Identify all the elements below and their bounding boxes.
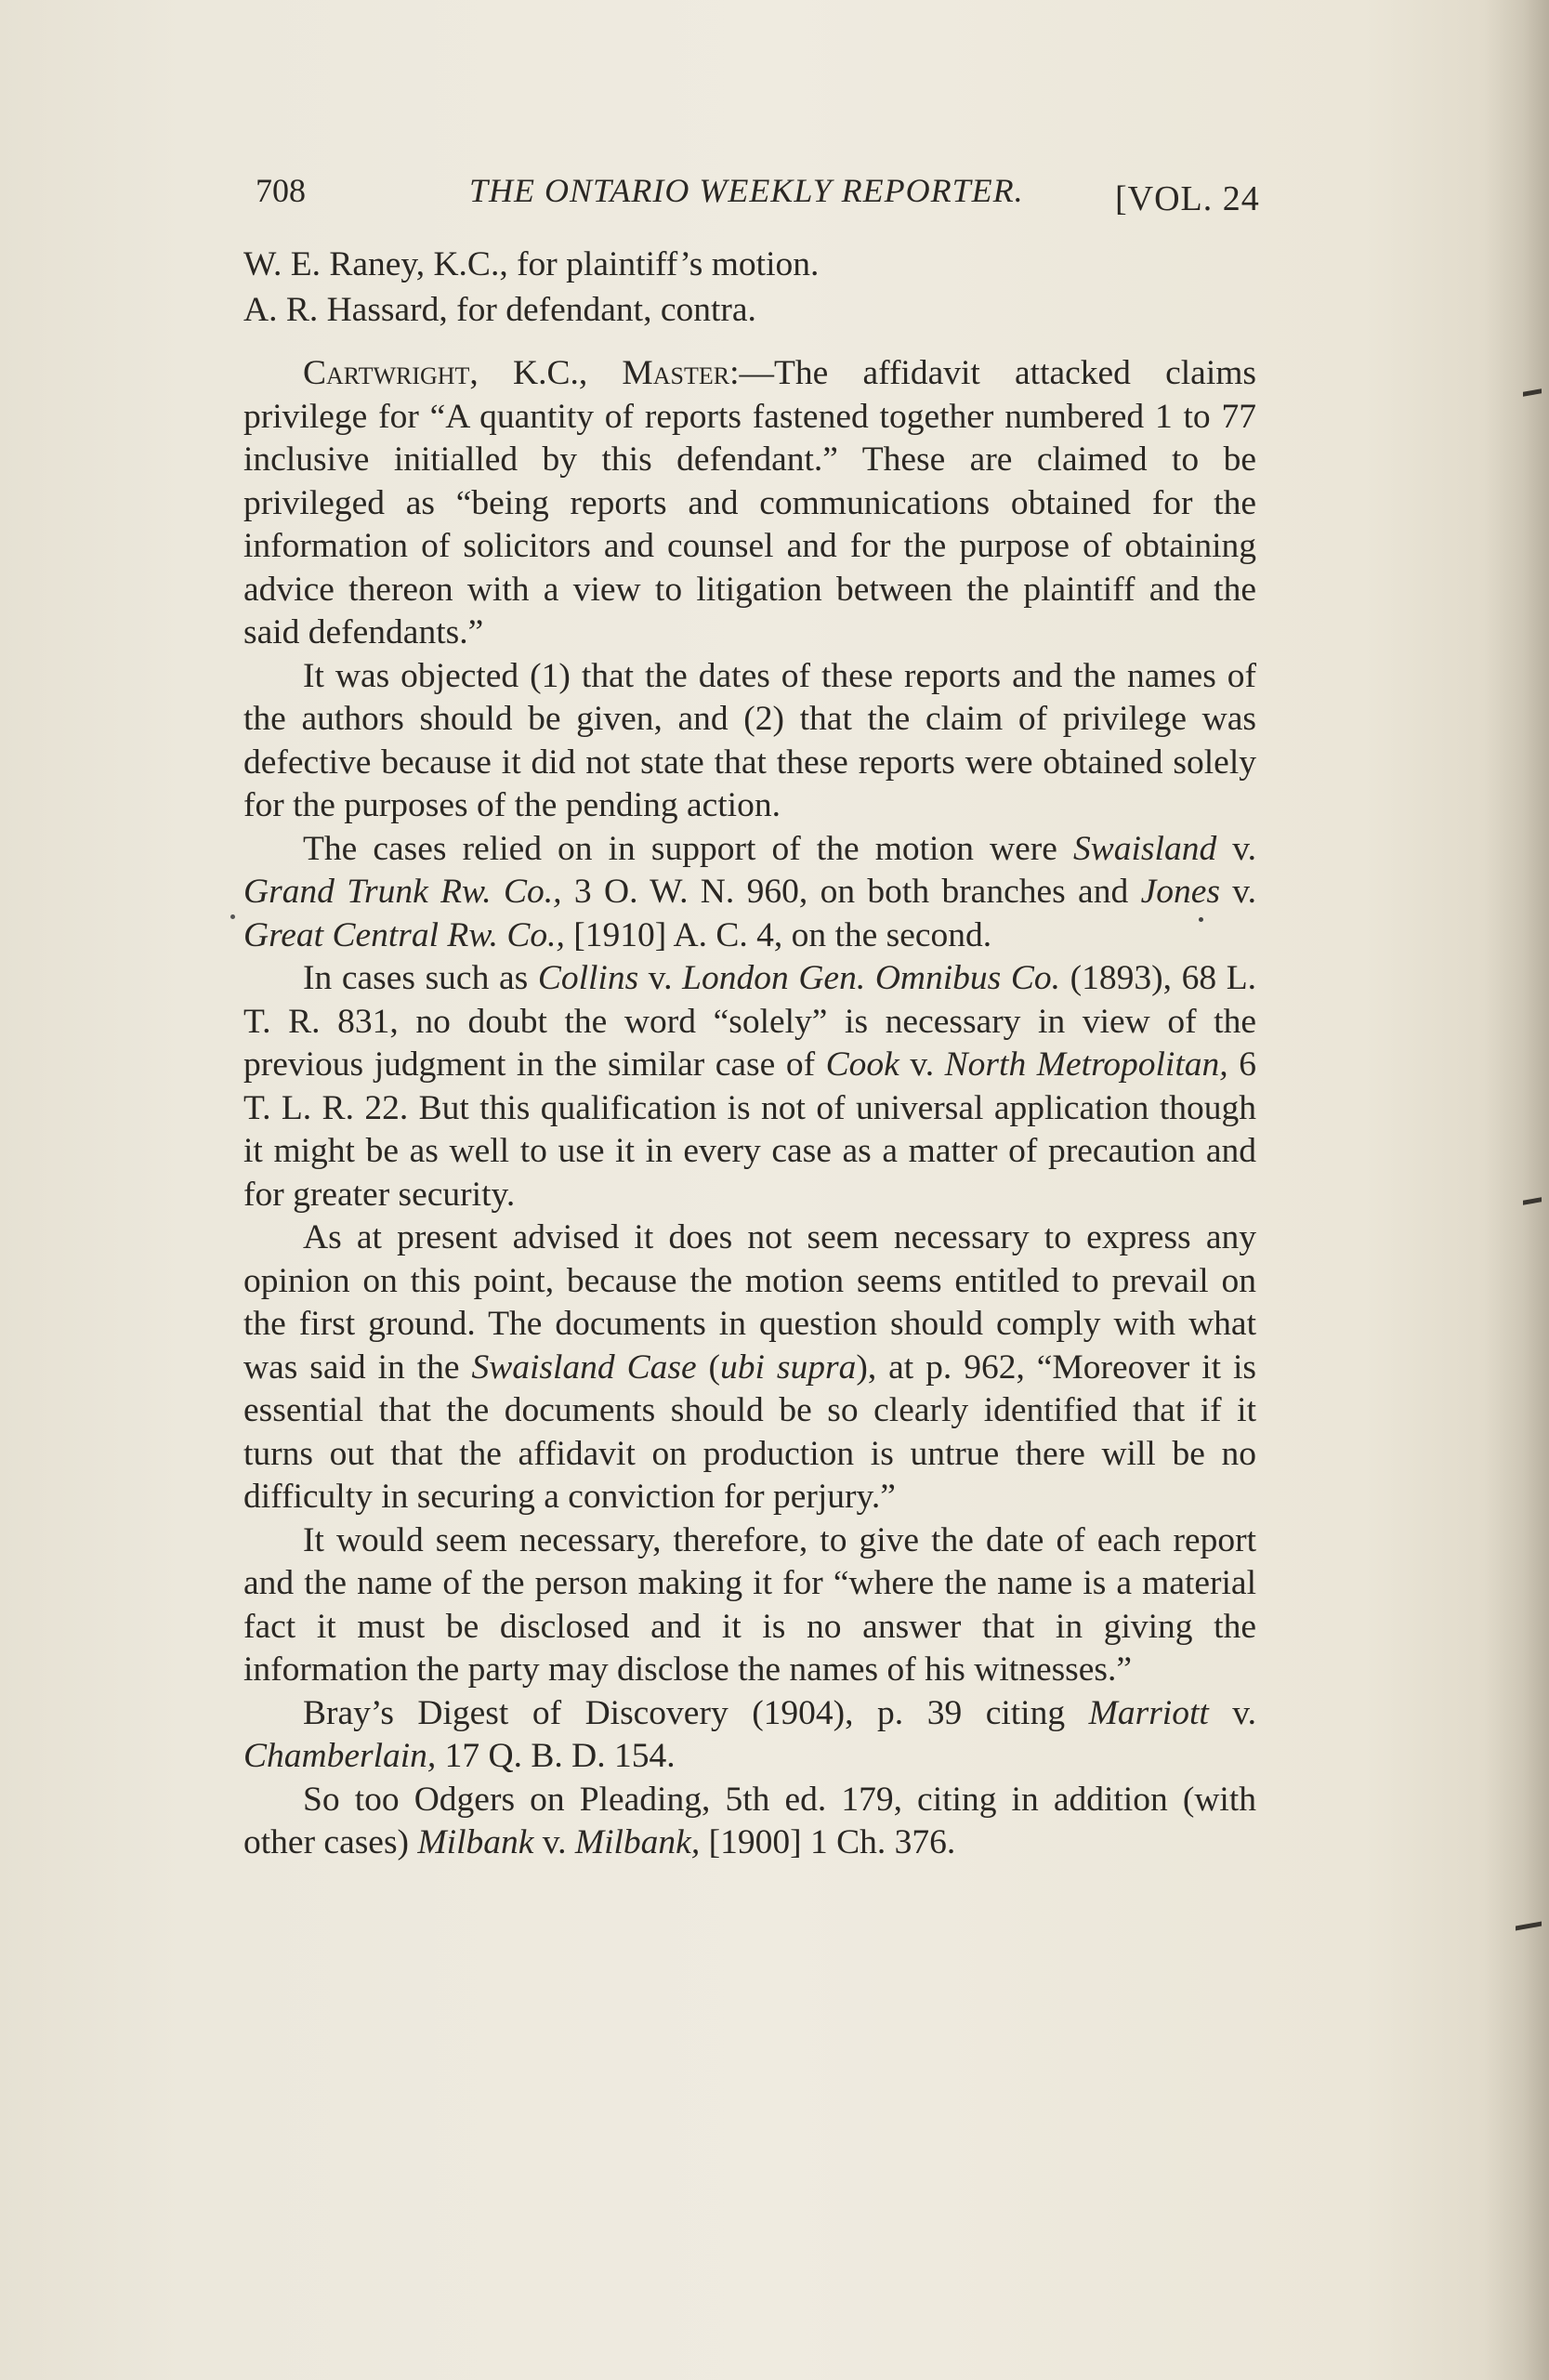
text-run: So too Odgers on Pleading, 5th ed. 179, citing in addition (with other cases) xyxy=(243,1780,1256,1861)
latin-phrase: ubi supra xyxy=(720,1348,857,1387)
text-run: ( xyxy=(696,1348,721,1387)
text-run: v. xyxy=(1208,1693,1256,1732)
page-number: 708 xyxy=(256,172,306,209)
case-name: North Metropolitan, xyxy=(944,1045,1228,1084)
judgment-paragraph-1 xyxy=(243,352,1256,655)
text-run: As at present advised it does not seem necessary to express any opinion on this point, because the motion seems entitled to prevail on the first ground. The documents in question should comply with what was said in the xyxy=(243,1218,1256,1387)
book-spine-shadow xyxy=(1484,0,1549,2380)
judgment-paragraph-3 xyxy=(243,828,1256,958)
case-name: Cook xyxy=(825,1045,899,1084)
judgment-paragraph-5 xyxy=(243,1216,1256,1519)
judgment-paragraph-8 xyxy=(243,1779,1256,1865)
margin-speck xyxy=(230,914,235,919)
judgment-paragraph-7 xyxy=(243,1692,1256,1779)
volume-number: [VOL. 24 xyxy=(1115,179,1260,218)
case-name: Collins xyxy=(537,959,639,997)
journal-title: THE ONTARIO WEEKLY REPORTER. xyxy=(469,172,1024,209)
print-speck xyxy=(1199,917,1203,922)
case-name: Jones xyxy=(1140,873,1220,911)
case-name: London Gen. Omnibus Co. xyxy=(682,959,1060,997)
text-run: [1900] 1 Ch. 376. xyxy=(700,1823,956,1861)
running-head xyxy=(256,165,1278,221)
text-run: v. xyxy=(638,959,683,997)
case-name: Great Central Rw. Co., xyxy=(243,915,565,954)
judgment-paragraph-2: It was objected (1) that the dates of these reports and the names of the authors should be given, and (2) that the claim of privilege was defective because it did not state that these reports were obtained solely for the purposes of the pending action. xyxy=(243,656,1256,824)
judgment-opening: —The affidavit attacked claims privilege for “A quantity of reports fastened together numbered 1 to 77 inclusive initialled by this defendant.” These are claimed to be privileged as “being reports and communications obtained for the information of solicitors and counsel and for the purpose of obtaining advice thereon with a view to litigation between the plaintiff and the said defendants.” xyxy=(243,354,1256,651)
report-body xyxy=(243,243,1256,1865)
counsel-line-plaintiff: W. E. Raney, K.C., for plaintiff’s motion. xyxy=(243,245,820,283)
text-run: The cases relied on in support of the motion were xyxy=(303,829,1073,868)
counsel-line-defendant: A. R. Hassard, for defendant, contra. xyxy=(243,290,756,329)
text-run: 17 Q. B. D. 154. xyxy=(436,1737,676,1775)
text-run: 6 T. L. R. 22. But this qualification is not of universal application though it might be as well to use it in every case as a matter of precaution and for greater security. xyxy=(243,1045,1256,1214)
case-name: Milbank, xyxy=(574,1823,701,1861)
text-run: v. xyxy=(899,1045,945,1084)
text-run: v. xyxy=(533,1823,575,1861)
text-run: Bray’s Digest of Discovery (1904), p. 39 citing xyxy=(303,1693,1089,1732)
case-name: Milbank xyxy=(417,1823,534,1861)
text-run: (1893), 68 L. T. R. 831, no doubt the word “solely” is necessary in view of the previous judgment in the similar case of xyxy=(243,959,1256,1084)
case-name: Marriott xyxy=(1088,1693,1209,1732)
case-name: Swaisland xyxy=(1073,829,1217,868)
text-run: ), at p. 962, “Moreover it is essential that the documents should be so clearly identified that if it turns out that the affidavit on production is untrue there will be no difficulty in securing a conviction for perjury.” xyxy=(243,1348,1256,1516)
text-run: 3 O. W. N. 960, on both branches and xyxy=(561,873,1141,911)
text-run: In cases such as xyxy=(303,959,538,997)
text-run: [1910] A. C. 4, on the second. xyxy=(564,915,992,954)
text-run: v. xyxy=(1216,829,1256,868)
text-run: v. xyxy=(1219,873,1256,911)
judgment-paragraph-4 xyxy=(243,957,1256,1216)
judge-name: Cartwright, K.C., Master: xyxy=(303,354,740,392)
judgment-paragraph-6: It would seem necessary, therefore, to give the date of each report and the name of the person making it for “where the name is a material fact it must be disclosed and it is no answer that in giving the information the party may disclose the names of his witnesses.” xyxy=(243,1520,1256,1689)
case-name: Grand Trunk Rw. Co., xyxy=(243,873,562,911)
case-name: Swaisland Case xyxy=(471,1348,697,1387)
case-name: Chamberlain, xyxy=(243,1737,437,1775)
